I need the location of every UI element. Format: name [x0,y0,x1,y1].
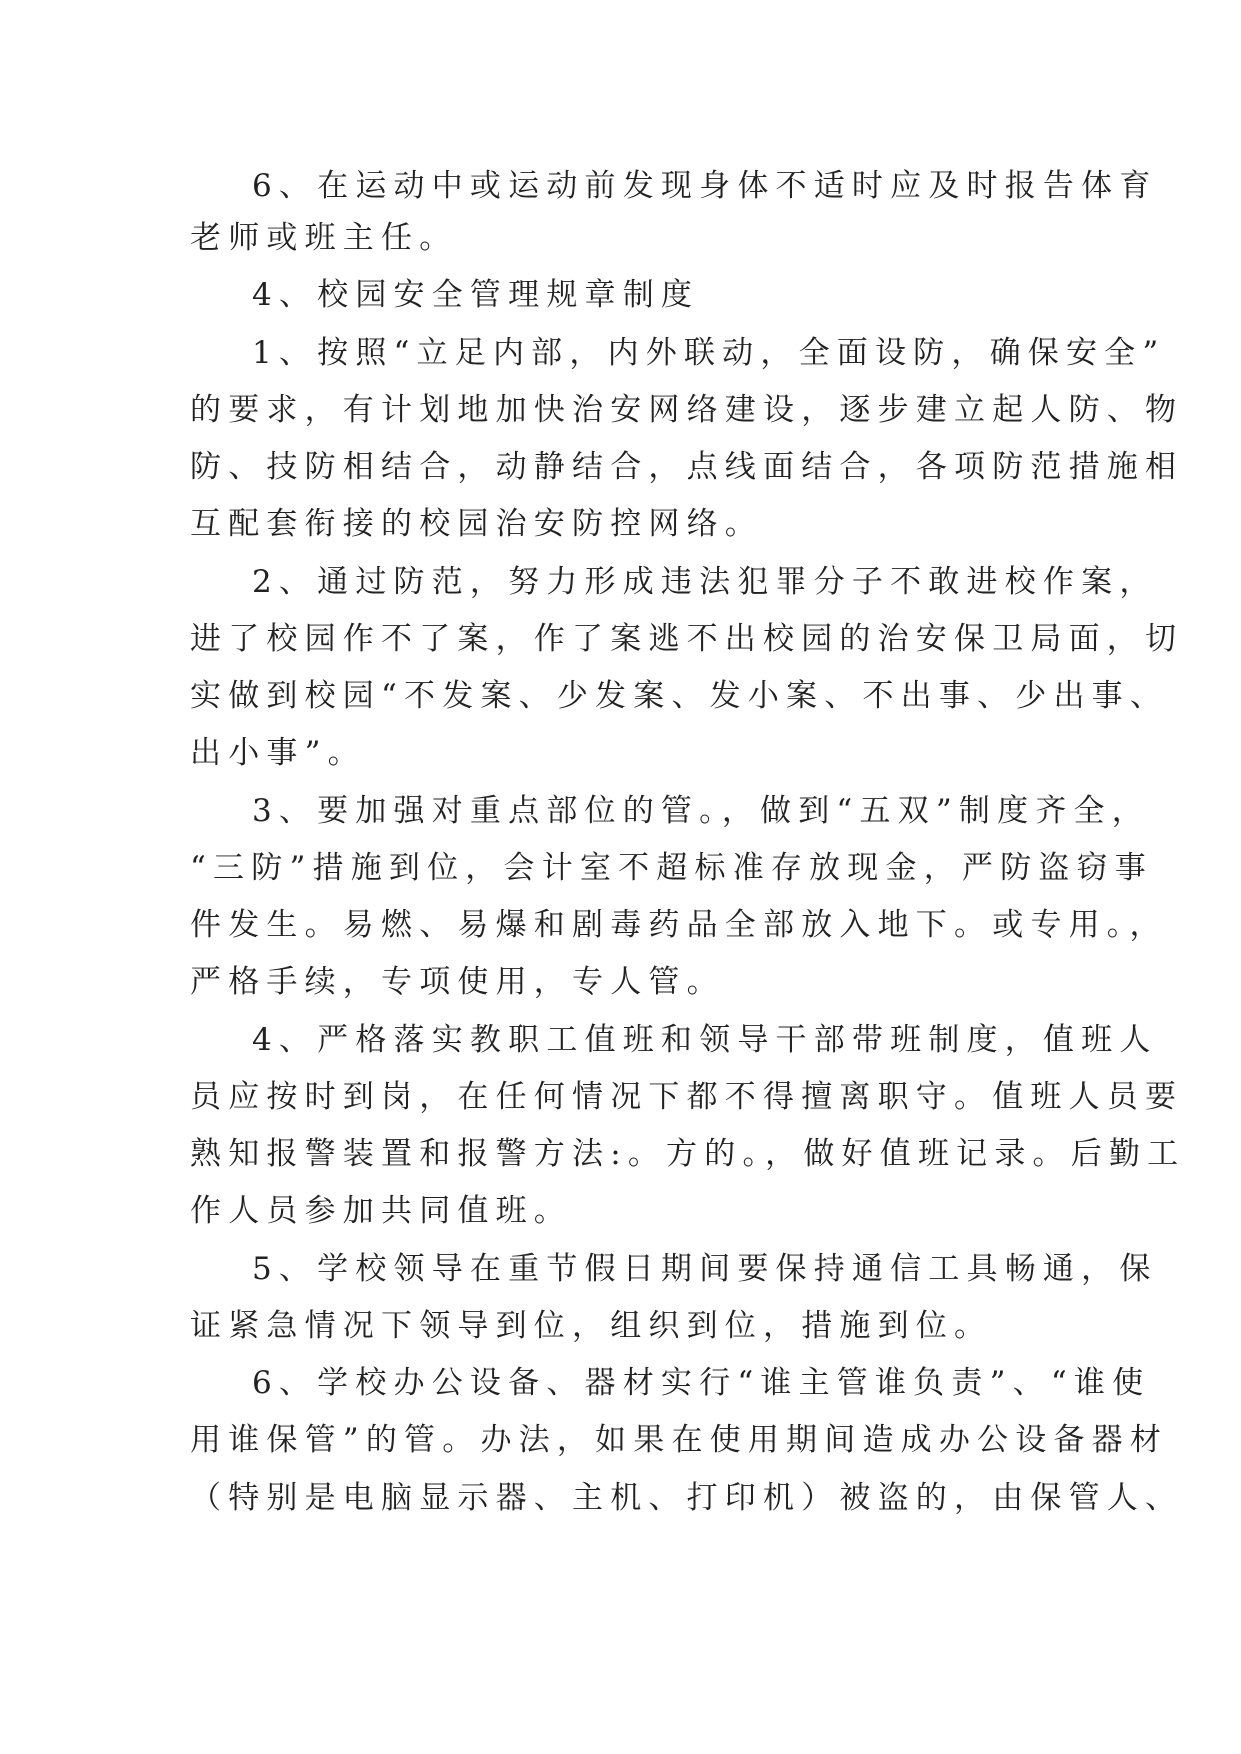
text-line: 件发生。易燃、易爆和剧毒药品全部放入地下。或专用。， [190,907,1168,943]
text-line: 6、学校办公设备、器材实行“谁主管谁负责”、“谁使 [252,1365,1151,1401]
text-line: 实做到校园“不发案、少发案、发小案、不出事、少出事、 [190,678,1169,714]
text-line: 作人员参加共同值班。 [190,1193,572,1229]
text-line: 员应按时到岗，在任何情况下都不得擅离职守。值班人员要 [190,1079,1184,1115]
text-line: 严格手续，专项使用，专人管。 [190,964,725,1000]
text-line: 4、校园安全管理规章制度 [252,277,700,313]
text-line: 3、要加强对重点部位的管。，做到“五双”制度齐全， [252,793,1150,829]
text-line: 4、严格落实教职工值班和领导干部带班制度，值班人 [252,1022,1158,1058]
text-line: 证紧急情况下领导到位，组织到位，措施到位。 [190,1308,993,1344]
text-line: 互配套衔接的校园治安防控网络。 [190,506,763,542]
text-line: 用谁保管”的管。办法，如果在使用期间造成办公设备器材 [190,1422,1169,1458]
text-line: 出小事”。 [190,735,366,771]
text-line: 老师或班主任。 [190,220,458,256]
text-line: 熟知报警装置和报警方法:。方的。，做好值班记录。后勤工 [190,1136,1186,1172]
text-line: 1、按照“立足内部，内外联动，全面设防，确保安全” [252,335,1166,371]
text-line: 的要求，有计划地加快治安网络建设，逐步建立起人防、物 [190,392,1184,428]
text-line: 6、在运动中或运动前发现身体不适时应及时报告体育 [252,168,1158,204]
text-line: “三防”措施到位，会计室不超标准存放现金，严防盗窃事 [190,850,1153,886]
text-line: （特别是电脑显示器、主机、打印机）被盗的，由保管人、 [190,1480,1184,1516]
text-line: 5、学校领导在重节假日期间要保持通信工具畅通，保 [252,1251,1158,1287]
text-line: 进了校园作不了案，作了案逃不出校园的治安保卫局面，切 [190,621,1184,657]
text-line: 2、通过防范，努力形成违法犯罪分子不敢进校作案， [252,564,1158,600]
text-line: 防、技防相结合，动静结合，点线面结合，各项防范措施相 [190,449,1184,485]
